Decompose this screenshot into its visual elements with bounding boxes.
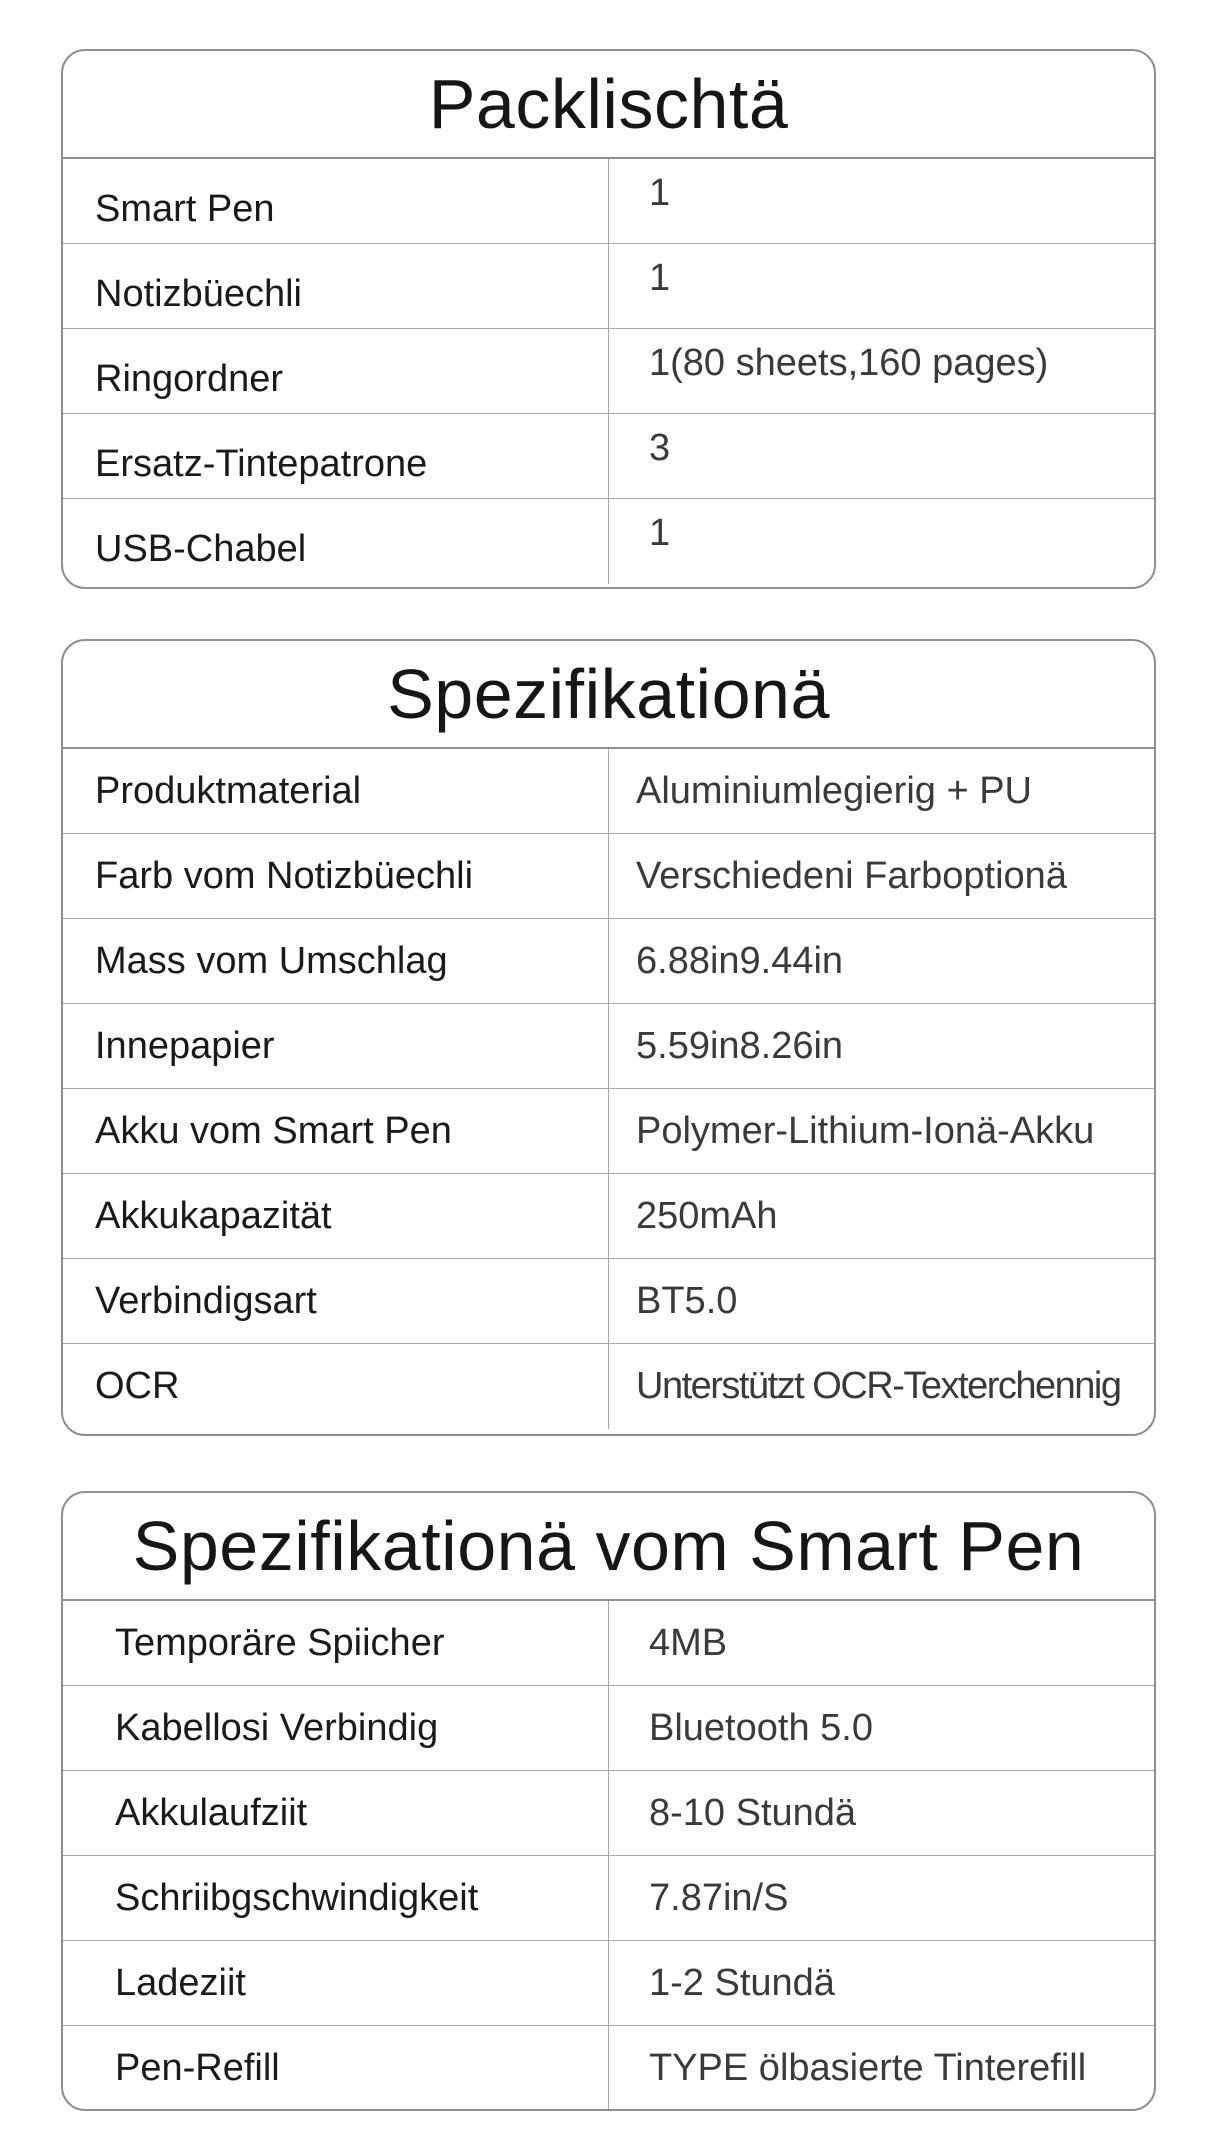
- row-label: Pen-Refill: [63, 2026, 609, 2111]
- table-row: [63, 1344, 1154, 1429]
- row-label: OCR: [63, 1344, 609, 1429]
- table-row: [63, 414, 1154, 499]
- table-row: [63, 1941, 1154, 2026]
- row-label: Schriibgschwindigkeit: [63, 1856, 609, 1940]
- table-row: [63, 244, 1154, 329]
- row-value: 1-2 Stundä: [649, 1961, 835, 2004]
- row-label: Akkulaufziit: [63, 1771, 609, 1855]
- row-value: 1: [649, 512, 671, 554]
- row-value: Unterstützt OCR-Texterchennig: [636, 1365, 1121, 1407]
- row-label: Ringordner: [63, 329, 609, 413]
- table-row: [63, 1686, 1154, 1771]
- packing-list-table: [61, 49, 1156, 589]
- table-row: [63, 2026, 1154, 2111]
- row-value: Verschiedeni Farboptionä: [636, 854, 1067, 897]
- row-label: Smart Pen: [63, 159, 609, 243]
- row-label: Akkukapazität: [63, 1174, 609, 1258]
- row-value: 1(80 sheets,160 pages): [649, 341, 1049, 384]
- row-value: 6.88in9.44in: [636, 939, 844, 982]
- row-value: Bluetooth 5.0: [649, 1706, 873, 1749]
- row-value: BT5.0: [636, 1279, 738, 1322]
- row-label: Verbindigsart: [63, 1259, 609, 1343]
- table-row: [63, 159, 1154, 244]
- row-label: Produktmaterial: [63, 749, 609, 833]
- row-value: 7.87in/S: [649, 1876, 789, 1919]
- row-value: 5.59in8.26in: [636, 1024, 844, 1067]
- row-value: 8-10 Stundä: [649, 1791, 857, 1834]
- table-row: [63, 749, 1154, 834]
- smart-pen-specifications-table: [61, 1491, 1156, 2111]
- table-row: [63, 499, 1154, 584]
- row-value: 1: [649, 171, 671, 214]
- row-value: TYPE ölbasierte Tinterefill: [649, 2047, 1087, 2089]
- row-label: Innepapier: [63, 1004, 609, 1088]
- table-row: [63, 834, 1154, 919]
- table-title: Spezifikationä vom Smart Pen: [63, 1493, 1154, 1601]
- row-label: Temporäre Spiicher: [63, 1601, 609, 1685]
- row-value: Aluminiumlegierig + PU: [636, 769, 1032, 812]
- row-label: USB-Chabel: [63, 499, 609, 584]
- table-row: [63, 1174, 1154, 1259]
- specifications-table: [61, 639, 1156, 1436]
- row-label: Farb vom Notizbüechli: [63, 834, 609, 918]
- table-row: [63, 1089, 1154, 1174]
- row-value: 1: [649, 256, 671, 299]
- row-label: Ladeziit: [63, 1941, 609, 2025]
- row-label: Akku vom Smart Pen: [63, 1089, 609, 1173]
- row-label: Mass vom Umschlag: [63, 919, 609, 1003]
- row-label: Kabellosi Verbindig: [63, 1686, 609, 1770]
- row-value: 250mAh: [636, 1194, 778, 1237]
- row-value: Polymer-Lithium-Ionä-Akku: [636, 1109, 1095, 1152]
- table-row: [63, 1601, 1154, 1686]
- table-title: Spezifikationä: [63, 641, 1154, 749]
- row-value: 3: [649, 426, 671, 469]
- row-label: Notizbüechli: [63, 244, 609, 328]
- table-row: [63, 329, 1154, 414]
- table-row: [63, 1004, 1154, 1089]
- table-row: [63, 1771, 1154, 1856]
- row-label: Ersatz-Tintepatrone: [63, 414, 609, 498]
- table-row: [63, 1259, 1154, 1344]
- table-row: [63, 1856, 1154, 1941]
- row-value: 4MB: [649, 1621, 728, 1664]
- table-row: [63, 919, 1154, 1004]
- table-title: Packlischtä: [63, 51, 1154, 159]
